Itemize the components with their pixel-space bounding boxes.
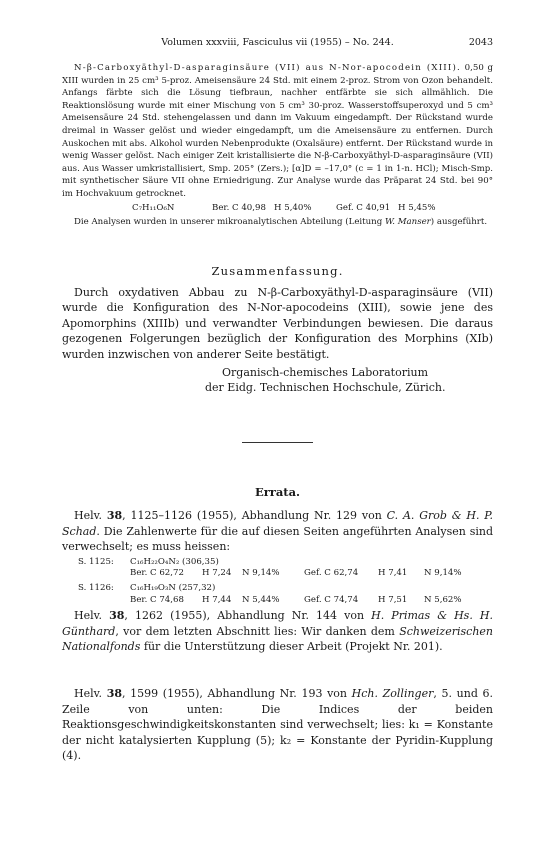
- table-row: S. 1126: C₁₆H₁₉O₃N (257,32): [78, 583, 216, 594]
- erratum-3-authors: Hch. Zollinger: [351, 687, 434, 700]
- analysis-ber: Ber. C 40,98: [212, 202, 266, 213]
- affiliation-line-2: der Eidg. Technischen Hochschule, Zürich.: [205, 381, 446, 395]
- analysis-gef-h: H 5,45%: [398, 202, 436, 213]
- experimental-text: 0,50 g XIII wurden in 25 cm³ 5-proz. Ameisensäure 24 Std. mit einem 2-proz. Strom von Ozon behandelt. Anfangs färbte sich die Lösung tiefbraun, nachher entfärbte sie sich allmählich. Die Reaktionslösung wurde mit einer Mischung von 5 cm³ 30-proz. Wasserstoffsuperoxyd und 5 cm³ Ameisensäure 24 Std. stehengelassen und dann im Vakuum eingedampft. Der Rückstand wurde dreimal in Wasser gelöst und wieder eingedampft, um die Ameisensäure zu entfernen. Durch Auskochen mit abs. Alkohol wurden Nebenprodukte (Oxalsäure) entfernt. Der Rückstand wurde in wenig Wasser gelöst. Nach einiger Zeit kristallisierte die N-β-Carboxyäthyl-D-asparaginsäure (VII) aus. Aus Wasser umkristallisiert, Smp. 205° (Zers.); [α]D = –17,0° (c = 1 in 1-n. HCl); Misch-Smp. mit synthetischer Säure VII ohne Erniedrigung. Zur Analyse wurde das Präparat 24 Std. bei 90° im Hochvakuum getrocknet.: [62, 63, 494, 199]
- affiliation-line-1: Organisch-chemisches Laboratorium: [222, 365, 429, 379]
- experimental-heading: N-β-Carboxyäthyl-D-asparaginsäure (VII) aus N-Nor-apocodein (XIII).: [74, 63, 461, 73]
- section-divider: [242, 442, 313, 443]
- experimental-section: [62, 62, 493, 229]
- erratum-2: [62, 608, 493, 655]
- erratum-1-authors: C. A. Grob & H. P. Schad: [62, 509, 493, 538]
- summary-text: Durch oxydativen Abbau zu N-β-Carboxyäthyl-D-asparaginsäure (VII) wurde die Konfiguration des N-Nor-apocodeins (XIII), sowie jene des Apomorphins (XIIIb) und verwandter Verbindungen bewiesen. Die daraus gezogenen Folgerungen bezüglich der Konfiguration des Morphins (XIb) wurden inzwischen von anderer Seite bestätigt.: [62, 285, 493, 361]
- analysis-gef: Gef. C 40,91: [336, 202, 391, 213]
- analysis-formula: C₇H₁₁O₆N: [132, 202, 175, 213]
- summary-title: Zusammenfassung.: [211, 264, 344, 278]
- journal-volume-line: Volumen xxxviii, Fasciculus vii (1955) – No. 244.: [161, 37, 394, 48]
- analysis-ber-h: H 5,40%: [274, 202, 312, 213]
- running-header: [62, 37, 493, 51]
- erratum-3-volume: 38: [106, 687, 122, 700]
- erratum-1-volume: 38: [106, 509, 123, 522]
- experimental-paragraph: [62, 62, 493, 201]
- table-row: Ber. C 74,68 H 7,44 N 5,44% Gef. C 74,74 H 7,51 N 5,62%: [130, 594, 462, 605]
- erratum-2-fund: Schweizerischen Nationalfonds: [62, 624, 493, 654]
- erratum-1: [62, 508, 493, 555]
- erratum-2-text: Helv. 38, 1262 (1955), Abhandlung Nr. 144 von H. Primas & Hs. H. Günthard, vor dem letzten Abschnitt lies: Wir danken dem Schweizerischen Nationalfonds für die Unterstützung dieser Arbeit (Projekt Nr. 201).: [62, 609, 493, 654]
- analyst-name: W. Manser: [384, 217, 431, 228]
- erratum-3: [62, 686, 493, 764]
- table-row: S. 1125: C₁₆H₂₂O₄N₂ (306,35): [78, 557, 219, 567]
- erratum-2-volume: 38: [109, 609, 125, 622]
- errata-title-block: [62, 485, 493, 501]
- errata-analysis-table: [78, 557, 493, 606]
- erratum-3-text: Helv. 38, 1599 (1955), Abhandlung Nr. 193 von Hch. Zollinger, 5. und 6. Zeile von unten: Die Indices der beiden Reaktionsgeschwindigkeitskonstanten sind verwechselt; lies: k₁ = Konstante der nicht katalysierten Kupplung (5); k₂ = Konstante der Pyridin-Kupplung (4).: [62, 687, 494, 763]
- errata-title: Errata.: [254, 485, 301, 499]
- analysis-line: [62, 202, 493, 215]
- summary-section: [62, 264, 493, 396]
- erratum-1-text: Helv. 38, 1125–1126 (1955), Abhandlung Nr. 129 von C. A. Grob & H. P. Schad. Die Zahlenwerte für die auf diesen Seiten angeführten Analysen sind verwechselt; es muss heissen:: [62, 509, 493, 554]
- erratum-2-authors: H. Primas & Hs. H. Günthard: [62, 609, 493, 638]
- analysis-note: Die Analysen wurden in unserer mikroanalytischen Abteilung (Leitung W. Manser) ausgeführt.: [74, 217, 488, 228]
- table-row: Ber. C 62,72 H 7,24 N 9,14% Gef. C 62,74 H 7,41 N 9,14%: [130, 568, 462, 579]
- page-number: 2043: [468, 37, 493, 48]
